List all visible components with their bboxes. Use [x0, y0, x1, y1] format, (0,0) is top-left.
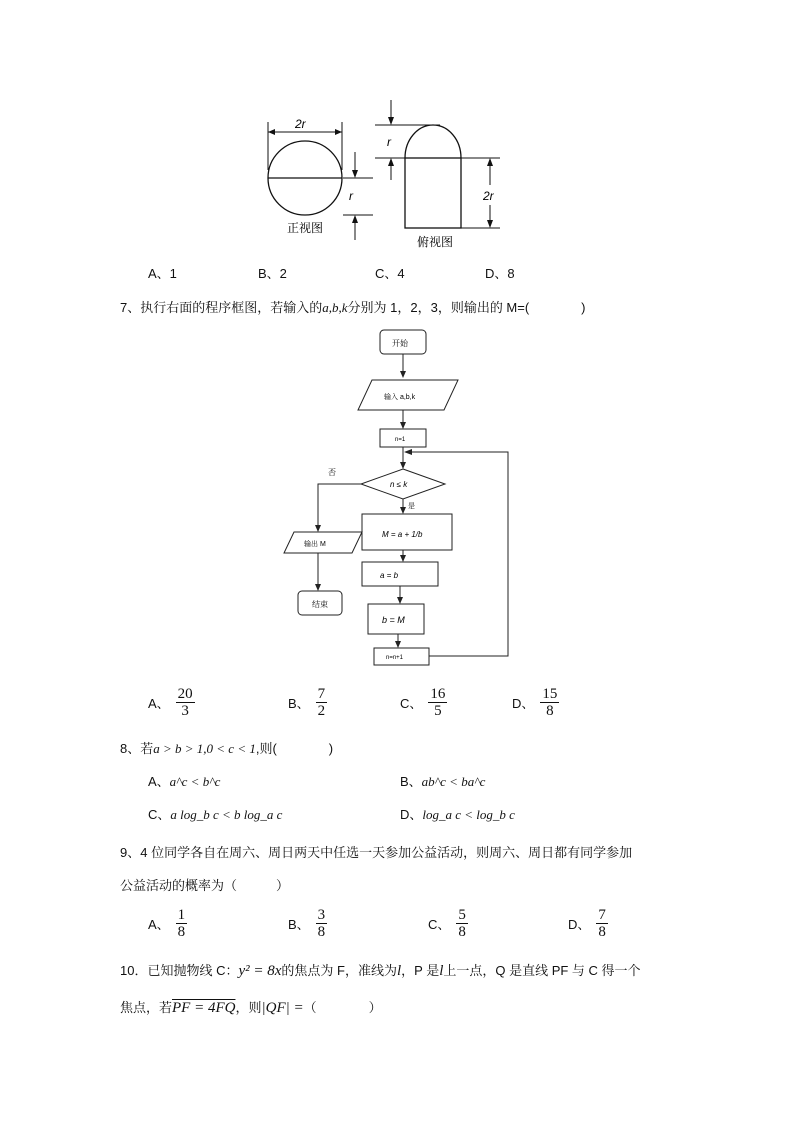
- arrow-icon: [315, 584, 321, 591]
- dim-2r-label: 2r: [295, 117, 306, 131]
- q7-stem-pre: 7、执行右面的程序框图，若输入的: [120, 300, 323, 315]
- q8-option-b[interactable]: B、ab^c < ba^c: [400, 774, 486, 789]
- q10-stem-line1: 10．已知抛物线 C：y² = 8x的焦点为 F，准线为l，P 是l上一点，Q 是直线 PF 与 C 得一个: [120, 963, 641, 979]
- q10-stem-line2: 焦点，若PF = 4FQ，则|QF| =（ ）: [120, 1000, 382, 1016]
- q6-option-d[interactable]: D、8: [485, 266, 515, 281]
- dim-2r-label: 2r: [483, 189, 494, 203]
- q6-three-view-figure: [255, 90, 515, 260]
- flow-assign-a-label: a = b: [380, 571, 399, 580]
- q7-option-c[interactable]: C、 $\frac{16}{5}$: [400, 686, 446, 719]
- q10-abs-qf: |QF| =: [261, 1000, 304, 1016]
- arrow-icon: [400, 462, 406, 469]
- arrow-icon: [315, 525, 321, 532]
- q8-option-c[interactable]: C、a log_b c < b log_a c: [148, 807, 283, 822]
- flow-no-label: 否: [328, 468, 336, 477]
- flow-end-label: 结束: [312, 600, 328, 609]
- arrow-icon: [404, 449, 412, 455]
- fraction: $\frac{1}{8}$: [177, 907, 186, 940]
- arrow-icon: [487, 158, 493, 166]
- q7-option-b[interactable]: B、 $\frac{7}{2}$: [288, 686, 326, 719]
- q6-option-a[interactable]: A、1: [148, 266, 177, 281]
- q10-equation: y² = 8x: [238, 963, 282, 979]
- q7-option-a[interactable]: A、 $\frac{20}{3}$: [148, 686, 193, 719]
- arrow-icon: [268, 129, 275, 135]
- arrow-icon: [388, 158, 394, 166]
- flow-assign-m-label: M = a + 1/b: [382, 530, 423, 539]
- q6-option-c[interactable]: C、4: [375, 266, 405, 281]
- fraction: $\frac{7}{2}$: [317, 686, 326, 719]
- arrow-icon: [352, 215, 358, 223]
- flow-output-label: 输出 M: [304, 541, 326, 548]
- front-view-label: 正视图: [287, 221, 324, 235]
- q9-option-c[interactable]: C、 $\frac{5}{8}$: [428, 907, 466, 940]
- q6-option-b[interactable]: B、2: [258, 266, 287, 281]
- fraction: $\frac{20}{3}$: [177, 686, 193, 719]
- q9-option-a[interactable]: A、 $\frac{1}{8}$: [148, 907, 186, 940]
- fraction: $\frac{16}{5}$: [430, 686, 446, 719]
- flow-condition-label: n ≤ k: [390, 480, 408, 489]
- q9-stem-line2: 公益活动的概率为（ ）: [120, 878, 290, 893]
- arrow-icon: [395, 641, 401, 648]
- flow-assign-b-label: b = M: [382, 615, 405, 625]
- top-view-label: 俯视图: [417, 235, 454, 249]
- flow-assign-a-box: [362, 562, 438, 586]
- dim-r-label: r: [387, 135, 391, 149]
- dim-r-label: r: [349, 189, 353, 203]
- q8-stem: 8、若a > b > 1,0 < c < 1,则( ): [120, 741, 334, 756]
- fraction: $\frac{7}{8}$: [598, 907, 606, 940]
- flow-input-label: 输入 a,b,k: [384, 394, 416, 401]
- arrow-icon: [388, 117, 394, 125]
- q8-condition: a > b > 1,0 < c < 1: [153, 741, 256, 756]
- q7-vars: a,b,k: [322, 300, 348, 315]
- arrow-icon: [335, 129, 342, 135]
- q9-stem-line1: 9、4 位同学各自在周六、周日两天中任选一天参加公益活动，则周六、周日都有同学参加: [120, 845, 633, 860]
- fraction: $\frac{3}{8}$: [317, 907, 326, 940]
- arrow-icon: [352, 170, 358, 178]
- fraction: $\frac{15}{8}$: [542, 686, 558, 719]
- q7-option-d[interactable]: D、 $\frac{15}{8}$: [512, 686, 558, 719]
- flow-start-label: 开始: [392, 339, 408, 348]
- q7-stem-post: 分别为 1，2，3，则输出的 M=( ): [347, 300, 586, 315]
- arrow-icon: [487, 220, 493, 228]
- top-view-drawing: [375, 100, 500, 228]
- q9-option-d[interactable]: D、 $\frac{7}{8}$: [568, 907, 606, 940]
- flow-increment-label: n=n+1: [386, 655, 404, 661]
- q7-stem: [120, 297, 586, 316]
- arrow-icon: [397, 597, 403, 604]
- flow-yes-label: 是: [408, 503, 415, 510]
- fraction: $\frac{5}{8}$: [458, 907, 466, 940]
- q7-flowchart: [280, 325, 520, 670]
- arrow-icon: [400, 507, 406, 514]
- arrow-icon: [400, 555, 406, 562]
- q10-vector-equation: PF = 4FQ: [172, 1000, 236, 1016]
- q8-option-d[interactable]: D、log_a c < log_b c: [400, 807, 515, 822]
- q9-option-b[interactable]: B、 $\frac{3}{8}$: [288, 907, 326, 940]
- q8-option-a[interactable]: A、a^c < b^c: [148, 774, 221, 789]
- flow-init-label: n=1: [395, 437, 406, 443]
- arrow-icon: [400, 371, 406, 378]
- arrow-icon: [400, 422, 406, 429]
